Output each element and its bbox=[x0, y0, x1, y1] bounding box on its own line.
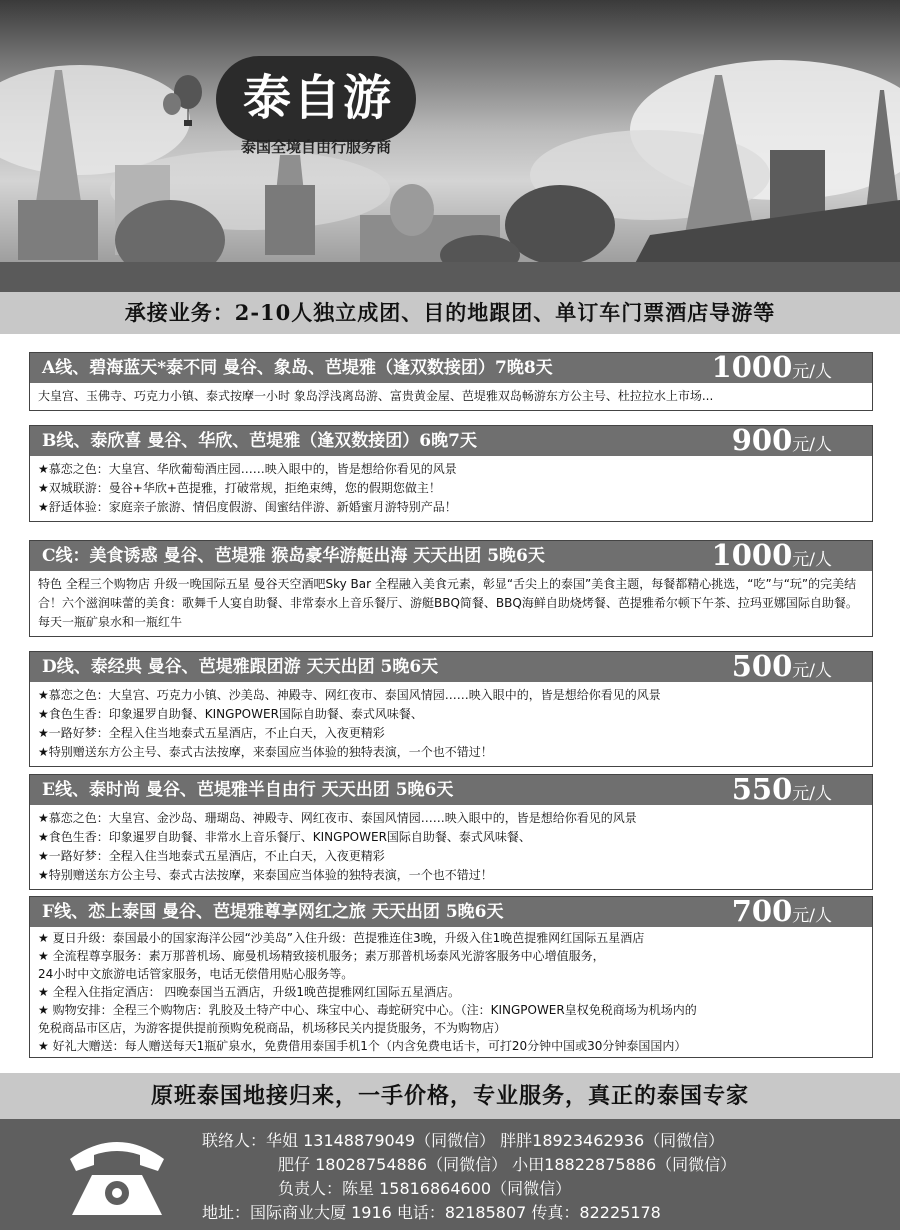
route-card-d bbox=[29, 651, 873, 767]
price-value: 1000 bbox=[711, 538, 793, 572]
route-line: ★特别赠送东方公主号、泰式古法按摩，来泰国应当体验的独特表演，一个也不错过！ bbox=[38, 868, 493, 882]
route-card-f bbox=[29, 896, 873, 1058]
service-banner: 承接业务：2-10人独立成团、目的地跟团、单订车门票酒店导游等 bbox=[0, 292, 900, 334]
brand-title: 泰自游 bbox=[242, 70, 393, 126]
route-card-a bbox=[29, 352, 873, 411]
route-header bbox=[30, 538, 872, 572]
price-value: 550 bbox=[731, 772, 793, 806]
price-value: 500 bbox=[731, 649, 793, 683]
route-title: E线、泰时尚 曼谷、芭堤雅半自由行 天天出团 5晚6天 bbox=[42, 780, 454, 800]
route-details bbox=[30, 805, 872, 889]
route-line: ★慕恋之色：大皇宫、金沙岛、珊瑚岛、神殿寺、网红夜市、泰国风情园……映入眼中的，皆是想给你看见的风景 bbox=[38, 811, 637, 825]
route-line: ★ 购物安排：全程三个购物店：乳胶及土特产中心、珠宝中心、毒蛇研究中心。（注：KINGPOWER皇权免税商场为机场内的 bbox=[38, 1003, 697, 1017]
route-header bbox=[30, 423, 872, 457]
price-unit: 元/人 bbox=[792, 435, 832, 455]
route-line: ★舒适体验：家庭亲子旅游、情侣度假游、闺蜜结伴游、新婚蜜月游特别产品！ bbox=[38, 500, 457, 514]
address-line: 地址：国际商业大厦 1916 电话：82185807 传真：82225178 bbox=[202, 1203, 661, 1222]
route-price bbox=[712, 535, 832, 580]
price-value: 1000 bbox=[711, 350, 793, 384]
route-details bbox=[30, 927, 872, 1057]
telephone-icon bbox=[62, 1131, 172, 1221]
route-header bbox=[30, 894, 872, 928]
route-line: ★特别赠送东方公主号、泰式古法按摩，来泰国应当体验的独特表演，一个也不错过！ bbox=[38, 745, 493, 759]
route-header bbox=[30, 649, 872, 683]
route-line: 免税商品市区店，为游客提供提前预购免税商品，机场移民关内提货服务，不为购物店） bbox=[38, 1021, 507, 1035]
route-line: 特色 全程三个购物店 升级一晚国际五星 曼谷天空酒吧Sky Bar 全程融入美食元素，彰显“舌尖上的泰国”美食主题，每餐都精心挑选，“吃”与“玩”的完美结合！六个滋润味蕾的美食：歌舞千人宴自助餐、非常泰水上音乐餐厅、游艇BBQ简餐、BBQ海鲜自助烧烤餐、芭提雅希尔顿下午茶、拉玛亚娜国际自助餐。 每天一瓶矿泉水和一瓶红牛 bbox=[38, 577, 858, 629]
route-line: 大皇宫、玉佛寺、巧克力小镇、泰式按摩一小时 象岛浮浅离岛游、富贵黄金屋、芭堤雅双岛畅游东方公主号、杜拉拉水上市场... bbox=[38, 389, 714, 403]
route-title: F线、恋上泰国 曼谷、芭堤雅尊享网红之旅 天天出团 5晚6天 bbox=[42, 902, 504, 922]
route-price bbox=[732, 769, 832, 814]
route-title: D线、泰经典 曼谷、芭堤雅跟团游 天天出团 5晚6天 bbox=[42, 657, 439, 677]
route-line: 24小时中文旅游电话管家服务，电话无偿借用贴心服务等。 bbox=[38, 967, 354, 981]
price-value: 900 bbox=[731, 423, 793, 457]
route-line: ★ 夏日升级：泰国最小的国家海洋公园“沙美岛”入住升级：芭提雅连住3晚，升级入住1晚芭提雅网红国际五星酒店 bbox=[38, 931, 645, 945]
hero-banner bbox=[0, 0, 900, 292]
route-line: ★ 全流程尊享服务：素万那普机场、廊曼机场精致接机服务；素万那普机场泰风光游客服务中心增值服务， bbox=[38, 949, 605, 963]
route-line: ★慕恋之色：大皇宫、华欣葡萄酒庄园……映入眼中的，皆是想给你看见的风景 bbox=[38, 462, 457, 476]
route-card-c bbox=[29, 540, 873, 637]
route-details bbox=[30, 571, 872, 636]
route-line: ★ 好礼大赠送：每人赠送每天1瓶矿泉水，免费借用泰国手机1个（内含免费电话卡，可打20分钟中国或30分钟泰国国内） bbox=[38, 1039, 687, 1053]
route-line: ★ 全程入住指定酒店： 四晚泰国当五酒店，升级1晚芭提雅网红国际五星酒店。 bbox=[38, 985, 461, 999]
route-line: ★食色生香：印象暹罗自助餐、非常水上音乐餐厅、KINGPOWER国际自助餐、泰式风味餐、 bbox=[38, 830, 531, 844]
price-unit: 元/人 bbox=[792, 550, 832, 570]
balloon-icon bbox=[158, 72, 208, 132]
route-details bbox=[30, 682, 872, 766]
route-price bbox=[732, 646, 832, 691]
footer-slogan: 原班泰国地接归来，一手价格，专业服务，真正的泰国专家 bbox=[0, 1073, 900, 1119]
route-price bbox=[712, 347, 832, 392]
route-line: ★一路好梦：全程入住当地泰式五星酒店，不止白天，入夜更精彩 bbox=[38, 849, 385, 863]
skyline-illustration bbox=[0, 0, 900, 292]
route-price bbox=[732, 891, 832, 936]
route-line: ★慕恋之色：大皇宫、巧克力小镇、沙美岛、神殿寺、网红夜市、泰国风情园……映入眼中的，皆是想给你看见的风景 bbox=[38, 688, 661, 702]
route-line: ★双城联游：曼谷+华欣+芭提雅，打破常规，拒绝束缚，您的假期您做主！ bbox=[38, 481, 441, 495]
price-unit: 元/人 bbox=[792, 362, 832, 382]
price-unit: 元/人 bbox=[792, 784, 832, 804]
contact-line: 联络人：华姐 13148879049（同微信） 胖胖18923462936（同微信） bbox=[202, 1131, 725, 1150]
contact-line: 负责人：陈星 15816864600（同微信） bbox=[278, 1179, 572, 1198]
route-card-b bbox=[29, 425, 873, 522]
route-details bbox=[30, 456, 872, 521]
brand-subtitle: 泰国全境自由行服务商 bbox=[240, 138, 391, 156]
route-header bbox=[30, 772, 872, 806]
price-value: 700 bbox=[731, 894, 793, 928]
route-title: A线、碧海蓝天*泰不同 曼谷、象岛、芭堤雅（逢双数接团）7晚8天 bbox=[42, 358, 553, 378]
route-title: B线、泰欣喜 曼谷、华欣、芭堤雅（逢双数接团）6晚7天 bbox=[42, 431, 477, 451]
route-header bbox=[30, 350, 872, 384]
contact-panel bbox=[0, 1119, 900, 1230]
route-card-e bbox=[29, 774, 873, 890]
price-unit: 元/人 bbox=[792, 906, 832, 926]
route-price bbox=[732, 420, 832, 465]
route-title: C线：美食诱惑 曼谷、芭堤雅 猴岛豪华游艇出海 天天出团 5晚6天 bbox=[42, 546, 545, 566]
contact-line: 肥仔 18028754886（同微信） 小田18822875886（同微信） bbox=[278, 1155, 737, 1174]
route-line: ★食色生香：印象暹罗自助餐、KINGPOWER国际自助餐、泰式风味餐、 bbox=[38, 707, 423, 721]
price-unit: 元/人 bbox=[792, 661, 832, 681]
route-line: ★一路好梦：全程入住当地泰式五星酒店，不止白天，入夜更精彩 bbox=[38, 726, 385, 740]
